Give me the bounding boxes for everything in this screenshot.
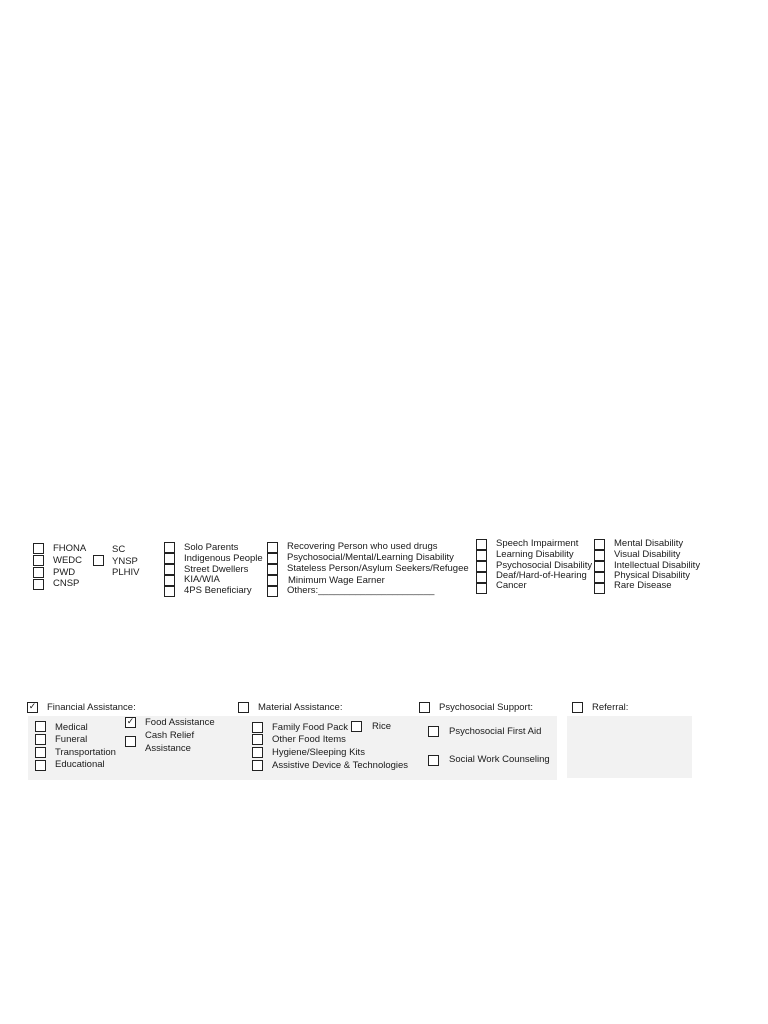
referral-checkbox[interactable] xyxy=(572,702,583,713)
others-label: Others:______________________ xyxy=(287,585,435,596)
financial-assistance-checkbox[interactable] xyxy=(27,702,38,713)
cancer-label: Cancer xyxy=(496,580,527,591)
indigenous-people-label: Indigenous People xyxy=(184,553,263,564)
deaf-hard-of-hearing-label: Deaf/Hard-of-Hearing xyxy=(496,570,587,581)
cash-relief-label-line1: Cash Relief xyxy=(145,730,195,741)
recovering-person-label: Recovering Person who used drugs xyxy=(287,541,438,552)
physical-disability-checkbox[interactable] xyxy=(594,572,605,583)
material-assistance-checkbox[interactable] xyxy=(238,702,249,713)
other-food-items-checkbox[interactable] xyxy=(252,734,263,745)
psychosocial-mental-label: Psychosocial/Mental/Learning Disability xyxy=(287,552,454,563)
rice-label: Rice xyxy=(372,721,392,732)
other-food-items-label: Other Food Items xyxy=(272,734,346,745)
medical-checkbox[interactable] xyxy=(35,721,46,732)
recovering-person-checkbox[interactable] xyxy=(267,542,278,553)
medical-label: Medical xyxy=(55,722,88,733)
psychosocial-first-aid-checkbox[interactable] xyxy=(428,726,439,737)
intellectual-disability-checkbox[interactable] xyxy=(594,561,605,572)
minimum-wage-checkbox[interactable] xyxy=(267,575,278,586)
funeral-checkbox[interactable] xyxy=(35,734,46,745)
psychosocial-first-aid-label: Psychosocial First Aid xyxy=(449,726,542,737)
hygiene-sleeping-kits-label: Hygiene/Sleeping Kits xyxy=(272,747,365,758)
visual-disability-label: Visual Disability xyxy=(614,549,681,560)
cash-relief-label-line2: Assistance xyxy=(145,743,191,754)
minimum-wage-label: Minimum Wage Earner xyxy=(288,575,385,586)
street-dwellers-checkbox[interactable] xyxy=(164,564,175,575)
speech-impairment-checkbox[interactable] xyxy=(476,539,487,550)
4ps-beneficiary-label: 4PS Beneficiary xyxy=(184,585,252,596)
rice-checkbox[interactable] xyxy=(351,721,362,732)
pwd-label: PWD xyxy=(53,567,76,578)
financial-assistance-label: Financial Assistance: xyxy=(47,702,136,713)
educational-label: Educational xyxy=(55,759,105,770)
solo-parents-checkbox[interactable] xyxy=(164,542,175,553)
others-checkbox[interactable] xyxy=(267,586,278,597)
stateless-person-checkbox[interactable] xyxy=(267,564,278,575)
psychosocial-disability-checkbox[interactable] xyxy=(476,561,487,572)
cash-relief-checkbox[interactable] xyxy=(125,736,136,747)
deaf-hard-of-hearing-checkbox[interactable] xyxy=(476,572,487,583)
transportation-label: Transportation xyxy=(55,747,116,758)
kia-wia-checkbox[interactable] xyxy=(164,575,175,586)
transportation-checkbox[interactable] xyxy=(35,747,46,758)
mental-disability-checkbox[interactable] xyxy=(594,539,605,550)
cnsp-checkbox[interactable] xyxy=(33,579,44,590)
family-food-pack-checkbox[interactable] xyxy=(252,722,263,733)
speech-impairment-label: Speech Impairment xyxy=(496,538,579,549)
hygiene-sleeping-kits-checkbox[interactable] xyxy=(252,747,263,758)
psychosocial-mental-checkbox[interactable] xyxy=(267,553,278,564)
stateless-person-label: Stateless Person/Asylum Seekers/Refugee xyxy=(287,563,469,574)
assistive-device-checkbox[interactable] xyxy=(252,760,263,771)
pwd-checkbox[interactable] xyxy=(33,567,44,578)
cnsp-label: CNSP xyxy=(53,578,80,589)
psychosocial-support-label: Psychosocial Support: xyxy=(439,702,533,713)
social-work-counseling-checkbox[interactable] xyxy=(428,755,439,766)
visual-disability-checkbox[interactable] xyxy=(594,550,605,561)
fhona-label: FHONA xyxy=(53,543,87,554)
fhona-checkbox[interactable] xyxy=(33,543,44,554)
funeral-label: Funeral xyxy=(55,734,88,745)
wedc-label: WEDC xyxy=(53,555,83,566)
mental-disability-label: Mental Disability xyxy=(614,538,684,549)
cancer-checkbox[interactable] xyxy=(476,583,487,594)
food-assistance-checkbox[interactable] xyxy=(125,717,136,728)
ynsp-checkbox[interactable] xyxy=(93,555,104,566)
kia-wia-label: KIA/WIA xyxy=(184,574,220,585)
learning-disability-label: Learning Disability xyxy=(496,549,574,560)
ynsp-label: YNSP xyxy=(112,556,138,567)
rare-disease-label: Rare Disease xyxy=(614,580,672,591)
sc-label: SC xyxy=(112,544,126,555)
educational-checkbox[interactable] xyxy=(35,760,46,771)
intellectual-disability-label: Intellectual Disability xyxy=(614,560,701,571)
indigenous-people-checkbox[interactable] xyxy=(164,553,175,564)
social-work-counseling-label: Social Work Counseling xyxy=(449,754,550,765)
family-food-pack-label: Family Food Pack xyxy=(272,722,349,733)
solo-parents-label: Solo Parents xyxy=(184,542,239,553)
psychosocial-support-checkbox[interactable] xyxy=(419,702,430,713)
learning-disability-checkbox[interactable] xyxy=(476,550,487,561)
street-dwellers-label: Street Dwellers xyxy=(184,564,249,575)
referral-label: Referral: xyxy=(592,702,629,713)
material-assistance-label: Material Assistance: xyxy=(258,702,343,713)
referral-panel xyxy=(567,716,692,778)
psychosocial-disability-label: Psychosocial Disability xyxy=(496,560,593,571)
food-assistance-label: Food Assistance xyxy=(145,717,215,728)
rare-disease-checkbox[interactable] xyxy=(594,583,605,594)
physical-disability-label: Physical Disability xyxy=(614,570,691,581)
plhiv-label: PLHIV xyxy=(112,567,140,578)
4ps-beneficiary-checkbox[interactable] xyxy=(164,586,175,597)
wedc-checkbox[interactable] xyxy=(33,555,44,566)
assistive-device-label: Assistive Device & Technologies xyxy=(272,760,409,771)
